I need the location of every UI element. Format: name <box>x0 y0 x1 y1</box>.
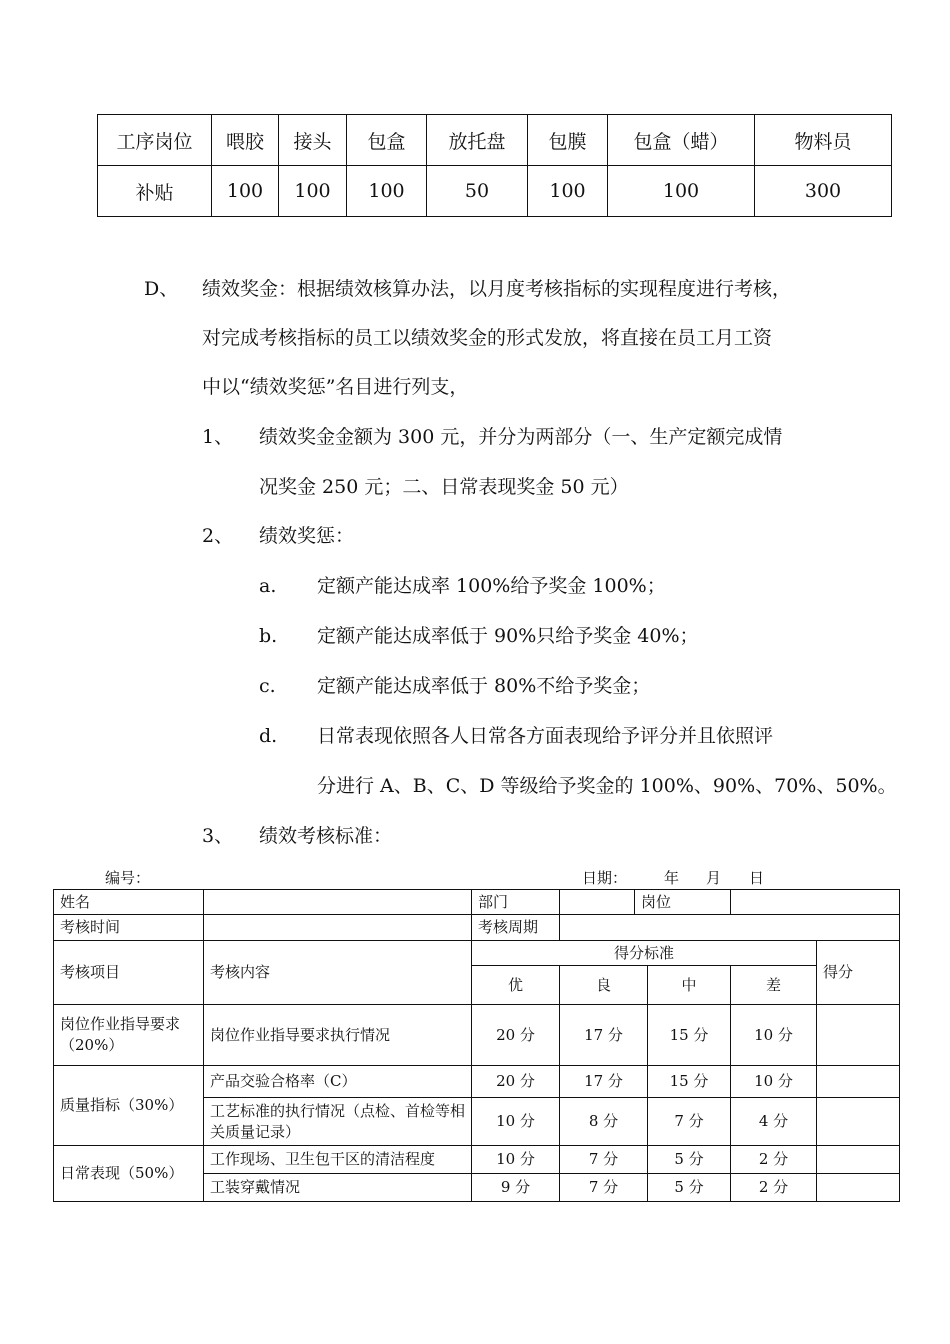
subsidy-value-cell: 100 <box>528 166 608 217</box>
subsidy-value-cell: 100 <box>212 166 279 217</box>
score-input[interactable] <box>817 1098 900 1146</box>
subitem-d-marker: d. <box>259 725 278 747</box>
subitem-b-marker: b. <box>259 625 278 647</box>
subsidy-value-cell: 补贴 <box>98 166 212 217</box>
item-header: 考核项目 <box>54 941 204 1005</box>
score-cell: 4 分 <box>731 1098 817 1146</box>
subsidy-value-cell: 300 <box>755 166 892 217</box>
score-cell: 7 分 <box>560 1146 648 1174</box>
table-row <box>54 890 900 915</box>
section-d-marker: D、 <box>144 278 179 300</box>
subsidy-header-cell: 物料员 <box>755 115 892 166</box>
score-cell: 20 分 <box>472 1066 560 1098</box>
subsidy-header-cell: 放托盘 <box>427 115 528 166</box>
item-1-marker: 1、 <box>202 426 234 448</box>
subsidy-header-cell: 包盒（蜡） <box>608 115 755 166</box>
table-row <box>54 1005 900 1066</box>
post-field[interactable] <box>731 890 900 915</box>
content-header: 考核内容 <box>204 941 472 1005</box>
item-cell: 岗位作业指导要求（20%） <box>54 1005 204 1066</box>
score-cell: 10 分 <box>731 1005 817 1066</box>
subsidy-table <box>97 114 892 217</box>
item-3-marker: 3、 <box>202 825 234 847</box>
grade-poor: 差 <box>731 966 817 1005</box>
section-d-line-2: 对完成考核指标的员工以绩效奖金的形式发放，将直接在员工月工资 <box>202 327 773 349</box>
subitem-c-marker: c. <box>259 675 276 697</box>
score-cell: 15 分 <box>648 1005 731 1066</box>
period-field[interactable] <box>560 915 900 941</box>
item-cell: 日常表现（50%） <box>54 1146 204 1202</box>
subsidy-header-cell: 工序岗位 <box>98 115 212 166</box>
table-row <box>54 1066 900 1098</box>
content-cell: 工装穿戴情况 <box>204 1174 472 1202</box>
time-label: 考核时间 <box>54 915 204 941</box>
name-field[interactable] <box>204 890 472 915</box>
item-2-text: 绩效奖惩： <box>259 525 355 547</box>
score-cell: 15 分 <box>648 1066 731 1098</box>
name-label: 姓名 <box>54 890 204 915</box>
score-cell: 10 分 <box>472 1098 560 1146</box>
score-cell: 8 分 <box>560 1098 648 1146</box>
subitem-a-text: 定额产能达成率 100%给予奖金 100%； <box>317 575 666 597</box>
content-cell: 岗位作业指导要求执行情况 <box>204 1005 472 1066</box>
subsidy-value-cell: 100 <box>608 166 755 217</box>
period-label: 考核周期 <box>472 915 560 941</box>
score-cell: 5 分 <box>648 1174 731 1202</box>
dept-label: 部门 <box>472 890 560 915</box>
post-label: 岗位 <box>635 890 731 915</box>
item-1-line-2: 况奖金 250 元；二、日常表现奖金 50 元） <box>259 476 629 498</box>
year-label: 年 <box>664 869 680 887</box>
score-cell: 9 分 <box>472 1174 560 1202</box>
score-header: 得分 <box>817 941 900 1005</box>
score-cell: 10 分 <box>731 1066 817 1098</box>
item-cell: 质量指标（30%） <box>54 1066 204 1146</box>
subsidy-header-cell: 接头 <box>279 115 347 166</box>
date-label: 日期： <box>582 869 628 887</box>
score-cell: 7 分 <box>560 1174 648 1202</box>
grade-medium: 中 <box>648 966 731 1005</box>
score-input[interactable] <box>817 1146 900 1174</box>
content-cell: 产品交验合格率（C） <box>204 1066 472 1098</box>
month-label: 月 <box>706 869 722 887</box>
number-label: 编号： <box>105 869 151 887</box>
score-cell: 2 分 <box>731 1146 817 1174</box>
content-cell: 工作现场、卫生包干区的清洁程度 <box>204 1146 472 1174</box>
section-d-line-1: 绩效奖金：根据绩效核算办法，以月度考核指标的实现程度进行考核， <box>202 278 792 300</box>
subsidy-header-cell: 包盒 <box>347 115 427 166</box>
table-row <box>54 941 900 966</box>
score-cell: 20 分 <box>472 1005 560 1066</box>
subsidy-value-cell: 50 <box>427 166 528 217</box>
assessment-table <box>53 889 900 1202</box>
score-cell: 2 分 <box>731 1174 817 1202</box>
score-cell: 17 分 <box>560 1066 648 1098</box>
subitem-c-text: 定额产能达成率低于 80%不给予奖金； <box>317 675 651 697</box>
grade-excellent: 优 <box>472 966 560 1005</box>
section-d-line-3: 中以“绩效奖惩”名目进行列支， <box>202 376 469 398</box>
item-2-marker: 2、 <box>202 525 234 547</box>
table-row <box>54 915 900 941</box>
subsidy-header-row <box>98 115 892 166</box>
score-input[interactable] <box>817 1174 900 1202</box>
standard-header: 得分标准 <box>472 941 817 966</box>
score-cell: 10 分 <box>472 1146 560 1174</box>
table-row <box>54 1146 900 1174</box>
subsidy-value-cell: 100 <box>347 166 427 217</box>
subitem-d-text: 日常表现依照各人日常各方面表现给予评分并且依照评 <box>317 725 774 747</box>
score-input[interactable] <box>817 1066 900 1098</box>
day-label: 日 <box>749 869 765 887</box>
score-cell: 7 分 <box>648 1098 731 1146</box>
subitem-d-continuation: 分进行 A、B、C、D 等级给予奖金的 100%、90%、70%、50%。 <box>317 775 897 797</box>
score-cell: 17 分 <box>560 1005 648 1066</box>
subitem-b-text: 定额产能达成率低于 90%只给予奖金 40%； <box>317 625 699 647</box>
subsidy-value-cell: 100 <box>279 166 347 217</box>
item-1-line-1: 绩效奖金金额为 300 元，并分为两部分（一、生产定额完成情 <box>259 426 783 448</box>
dept-field[interactable] <box>560 890 635 915</box>
subsidy-header-cell: 包膜 <box>528 115 608 166</box>
subsidy-value-row <box>98 166 892 217</box>
content-cell: 工艺标准的执行情况（点检、首检等相关质量记录） <box>204 1098 472 1146</box>
subsidy-header-cell: 喂胶 <box>212 115 279 166</box>
grade-good: 良 <box>560 966 648 1005</box>
score-cell: 5 分 <box>648 1146 731 1174</box>
score-input[interactable] <box>817 1005 900 1066</box>
item-3-text: 绩效考核标准： <box>259 825 393 847</box>
time-field[interactable] <box>204 915 472 941</box>
subitem-a-marker: a. <box>259 575 277 597</box>
